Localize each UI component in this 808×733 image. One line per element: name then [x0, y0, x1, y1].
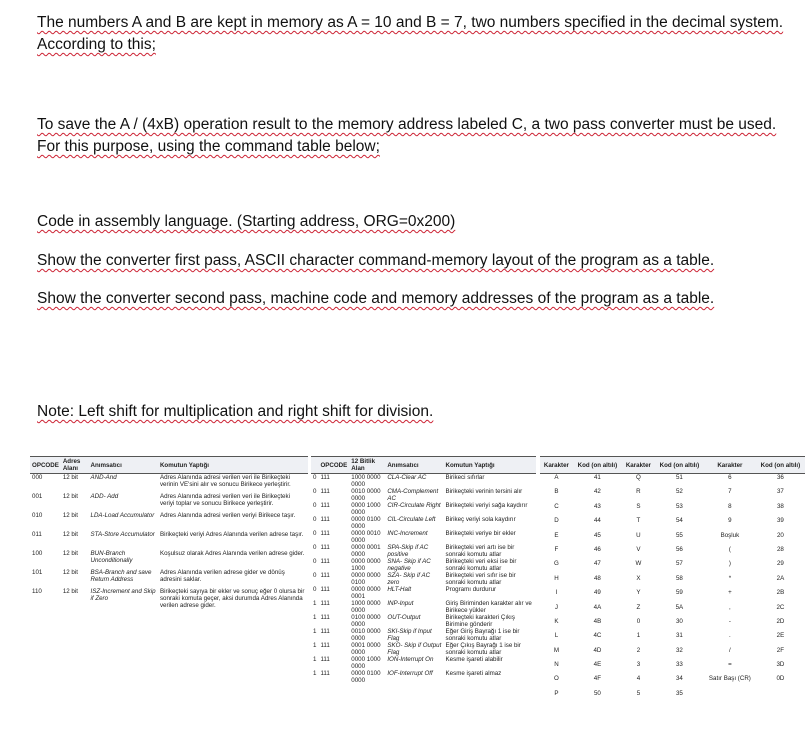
table-cell: 4A — [593, 603, 602, 611]
question-paragraph-1: The numbers A and B are kept in memory as A = 10 and B = 7, two numbers specified in the decimal system. According to this; — [37, 14, 784, 53]
table-cell: Kesme işareti almaz — [445, 670, 502, 677]
table-cell: 54 — [675, 517, 683, 525]
table2-header: Komutun Yaptığı — [444, 457, 536, 474]
table-cell: 010 — [32, 512, 43, 519]
table-row — [311, 670, 536, 684]
table-cell: 111 — [320, 600, 330, 607]
table-cell: Q — [636, 474, 641, 481]
table-cell: Giriş Biriminden karakter alır ve Birikece yükler — [445, 600, 532, 614]
table-cell: Birikeçteki veriye bir ekler — [445, 530, 516, 537]
table-cell: L — [554, 632, 559, 640]
table-cell: 2A — [776, 574, 785, 582]
table2-header: Anımsatıcı — [385, 457, 443, 474]
table-cell: T — [636, 517, 641, 525]
table-row — [311, 558, 536, 572]
table-cell: 111 — [320, 614, 330, 621]
table-cell: 12 bit — [62, 493, 78, 500]
table-row — [540, 632, 805, 646]
table-cell: 5A — [675, 603, 684, 611]
table-cell: J — [554, 603, 558, 611]
table-cell: CMA-Complement AC — [387, 488, 439, 502]
table-cell: INC-Increment — [387, 530, 428, 537]
table-cell: Birikeçteki veriyi Adres Alanında verilen adrese taşır. — [159, 531, 304, 538]
table-cell: 100 — [32, 550, 43, 557]
table-cell: 33 — [675, 661, 683, 669]
table-cell: D — [554, 517, 559, 525]
question-note: Note: Left shift for multiplication and right shift for division. — [37, 403, 434, 420]
table-cell: 12 bit — [62, 550, 78, 557]
table-cell: 0 — [313, 530, 317, 537]
table-cell: ( — [728, 545, 731, 553]
table-cell: ISZ-Increment and Skip if Zero — [90, 588, 156, 602]
table-cell: 0001 0000 0000 — [351, 642, 381, 656]
table-cell: Adres Alanında adresi verilen veriyi Birikece taşır. — [159, 512, 296, 519]
table-cell: 0D — [776, 675, 785, 683]
table-cell: 50 — [593, 689, 601, 697]
table-cell: 0000 0100 0000 — [351, 670, 381, 684]
table-cell: 4 — [636, 675, 641, 683]
table-cell: K — [554, 617, 559, 625]
table-cell: 12 bit — [62, 588, 78, 595]
table2-header: OPCODE — [318, 457, 349, 474]
table-cell: P — [554, 689, 559, 697]
table-row — [540, 661, 805, 675]
table-cell: 0 — [636, 617, 641, 625]
table-row — [311, 586, 536, 600]
table-cell: 49 — [593, 589, 601, 597]
table-cell: 57 — [675, 560, 683, 568]
table-row — [311, 656, 536, 670]
table-cell: INP-Input — [387, 600, 414, 607]
table-cell: R — [636, 488, 641, 496]
table-cell: 8 — [728, 502, 732, 510]
table-cell: Z — [636, 603, 641, 611]
table-cell: SZA- Skip if AC zero — [387, 572, 431, 586]
table-cell: 1 — [313, 600, 317, 607]
table-cell: 39 — [776, 517, 784, 525]
table-cell: 35 — [675, 689, 683, 697]
table-cell: M — [553, 646, 559, 654]
table-cell — [756, 690, 805, 704]
table-cell: 7 — [728, 488, 732, 496]
table-cell: SPA-Skip if AC positive — [387, 544, 429, 558]
table-cell: Kesme işareti alabilir — [445, 656, 503, 663]
table-cell: Eğer Giriş Bayrağı 1 ise bir sonraki komutu atlar — [445, 628, 520, 642]
table-cell: 0100 0000 0000 — [351, 614, 381, 628]
table-cell: N — [554, 661, 559, 669]
table-cell: U — [636, 531, 641, 539]
table-cell: 111 — [320, 530, 330, 537]
table-row — [540, 532, 805, 546]
table-cell: 111 — [320, 656, 330, 663]
table-cell: 55 — [675, 531, 683, 539]
table-row — [540, 474, 805, 489]
table-cell: 58 — [675, 574, 683, 582]
table-cell: 111 — [320, 474, 330, 481]
table-cell: A — [554, 474, 559, 481]
table-row — [311, 516, 536, 530]
table-cell: 31 — [675, 632, 683, 640]
table-row — [540, 575, 805, 589]
memory-reference-table — [30, 456, 308, 609]
table-row — [540, 488, 805, 502]
table-cell: 2 — [636, 646, 641, 654]
table3-header: Karakter — [622, 457, 655, 474]
question-paragraph-5: Show the converter second pass, machine code and memory addresses of the program as a table. — [37, 290, 715, 307]
table-cell: Adres Alanında adresi verilen veri ile Birikeçteki verinin VE'sini alır ve sonucu Birikece yerleştirir. — [159, 474, 291, 488]
table-cell: 9 — [728, 517, 732, 525]
table-cell: 1 — [313, 614, 317, 621]
table-cell: 45 — [593, 531, 601, 539]
table-row — [311, 544, 536, 558]
table-cell: 30 — [675, 617, 683, 625]
table-cell: Y — [636, 589, 641, 597]
table-cell: Birikeçteki veri eksi ise bir sonraki komutu atlar — [445, 558, 517, 572]
table-cell: 4B — [593, 617, 602, 625]
question-paragraph-3: Code in assembly language. (Starting address, ORG=0x200) — [37, 213, 456, 230]
table-cell: ION-Interrupt On — [387, 656, 434, 663]
table-cell: 51 — [675, 474, 683, 481]
table-cell: 34 — [675, 675, 683, 683]
table-cell: 41 — [593, 474, 601, 481]
table-row — [311, 502, 536, 516]
table-cell: Birikeçteki sayıya bir ekler ve sonuç eğer 0 olursa bir sonraki komuta geçer, aksi durumda Adres Alanında verilen adrese gider. — [159, 588, 305, 609]
table-cell: BSA-Branch and save Return Address — [90, 569, 152, 583]
table-cell: 0010 0000 0000 — [351, 628, 381, 642]
table1-header: Komutun Yaptığı — [158, 457, 308, 474]
table-cell: Adres Alanında adresi verilen veri ile Birikeçteki veriyi toplar ve sonucu Birikece yerleştirir. — [159, 493, 290, 507]
table-cell: 42 — [593, 488, 601, 496]
table-row — [311, 530, 536, 544]
table-cell: X — [636, 574, 641, 582]
table-cell: Programı durdurur — [445, 586, 497, 593]
question-paragraph-2: To save the A / (4xB) operation result to the memory address labeled C, a two pass converter must be used. For this purpose, using the command table below; — [37, 116, 777, 155]
table-cell: 47 — [593, 560, 601, 568]
table-cell: SNA- Skip if AC negative — [387, 558, 431, 572]
table-cell: Birikeçteki veriyi sağa kaydırır — [445, 502, 528, 509]
table-cell: 111 — [320, 572, 330, 579]
table1-header: Anımsatıcı — [89, 457, 158, 474]
table-cell: ADD- Add — [90, 493, 119, 500]
table-cell: 0000 0000 0100 — [351, 572, 381, 586]
table-cell: 20 — [776, 531, 784, 539]
table-cell: 111 — [320, 516, 330, 523]
table-cell: 0000 0000 1000 — [351, 558, 381, 572]
table-cell: 4D — [593, 646, 602, 654]
table-cell: 6 — [728, 474, 732, 481]
table-row — [540, 690, 805, 704]
table-cell: 1000 0000 0000 — [351, 600, 381, 614]
table-cell: 1 — [636, 632, 641, 640]
table2-header — [311, 457, 318, 474]
table-row — [311, 488, 536, 502]
table-cell: 0000 0010 0000 — [351, 530, 381, 544]
table-cell: CIL-Circulate Left — [387, 516, 436, 523]
table-row — [540, 647, 805, 661]
table-row — [311, 572, 536, 586]
table-cell: 1 — [313, 656, 317, 663]
table-cell: STA-Store Accumulator — [90, 531, 155, 538]
table-cell: Boşluk — [720, 531, 740, 539]
table-cell: 001 — [32, 493, 43, 500]
table-cell: 4F — [593, 675, 602, 683]
table-cell: 1 — [313, 670, 317, 677]
table-cell: SKO- Skip if Output Flag — [387, 642, 442, 656]
table-cell: 0 — [313, 516, 317, 523]
table-cell: 111 — [320, 502, 330, 509]
table-cell: Adres Alanında verilen adrese gider ve dönüş adresini saklar. — [159, 569, 285, 583]
table-cell: I — [555, 589, 558, 597]
table-cell: 52 — [675, 488, 683, 496]
table-cell: 5 — [636, 689, 641, 697]
table-cell: 1000 0000 0000 — [351, 474, 381, 488]
table-cell: 111 — [320, 642, 330, 649]
table-cell: 0 — [313, 572, 317, 579]
table-cell: 111 — [320, 488, 330, 495]
table-cell: B — [554, 488, 559, 496]
table-cell: 3 — [636, 661, 641, 669]
ascii-table — [540, 456, 805, 704]
table-row — [540, 618, 805, 632]
table-cell: 0 — [313, 474, 317, 481]
table-cell: 56 — [675, 545, 683, 553]
table-cell: Birikeçteki veri artı ise bir sonraki komutu atlar — [445, 544, 515, 558]
table-cell: , — [729, 603, 731, 611]
table3-header: Karakter — [704, 457, 756, 474]
table-cell: 111 — [320, 670, 330, 677]
table-cell: BUN-Branch Unconditionally — [90, 550, 133, 564]
table-cell: Eğer Çıkış Bayrağı 1 ise bir sonraki komutu atlar — [445, 642, 521, 656]
table-row — [30, 569, 308, 588]
table-cell: - — [728, 617, 731, 625]
table-cell: 37 — [776, 488, 784, 496]
table-cell: 3D — [776, 661, 785, 669]
table-row — [311, 474, 536, 489]
table-cell: 53 — [675, 502, 683, 510]
table-cell: Satır Başı (CR) — [708, 675, 751, 683]
table-cell: 0 — [313, 502, 317, 509]
table-row — [30, 550, 308, 569]
register-io-table — [311, 456, 536, 684]
table-cell: IOF-Interrupt Off — [387, 670, 433, 677]
table-cell: Birikeçteki veri sıfır ise bir sonraki komutu atlar — [445, 572, 516, 586]
table-cell: / — [729, 646, 731, 654]
table-row — [540, 560, 805, 574]
table-cell: AND-And — [90, 474, 117, 481]
table-cell: 36 — [776, 474, 784, 481]
table2-header: 12 Bitlik Alan — [349, 457, 385, 474]
table-cell: 43 — [593, 502, 601, 510]
table-cell: Birikeçteki verinin tersini alır — [445, 488, 523, 495]
table-cell: 1 — [313, 628, 317, 635]
question-paragraph-4: Show the converter first pass, ASCII character command-memory layout of the program as a table. — [37, 252, 715, 269]
table3-header: Karakter — [540, 457, 573, 474]
table3-header: Kod (on altılı) — [573, 457, 622, 474]
table-cell: Birikeç veriyi sola kaydırır — [445, 516, 516, 523]
table-cell: * — [728, 574, 732, 582]
table-cell: 2B — [776, 589, 785, 597]
table-cell: 110 — [32, 588, 42, 595]
table-row — [311, 614, 536, 628]
table-cell: HLT-Halt — [387, 586, 412, 593]
table-cell: 0000 0100 0000 — [351, 516, 381, 530]
table-cell: 4E — [593, 661, 602, 669]
table-cell: 111 — [320, 544, 330, 551]
table-cell: 101 — [32, 569, 43, 576]
table-cell: V — [636, 545, 641, 553]
table-row — [30, 474, 308, 494]
table-cell: C — [554, 502, 559, 510]
table-cell: LDA-Load Accumulator — [90, 512, 155, 519]
table-cell: 29 — [776, 560, 784, 568]
table-cell: W — [635, 560, 642, 568]
table-cell: E — [554, 531, 559, 539]
table-cell: 28 — [776, 545, 784, 553]
table-row — [30, 512, 308, 531]
table-cell: 111 — [320, 586, 330, 593]
table-cell: 0000 1000 0000 — [351, 502, 381, 516]
table-cell: O — [554, 675, 559, 683]
command-tables-image — [30, 456, 805, 733]
table-cell: 12 bit — [62, 512, 78, 519]
table-cell: . — [729, 632, 731, 640]
table-cell: 111 — [320, 558, 330, 565]
table-cell: ) — [728, 560, 731, 568]
table-row — [540, 503, 805, 517]
table-row — [540, 517, 805, 531]
table-cell: 2D — [776, 617, 785, 625]
table-row — [30, 531, 308, 550]
table-cell: 0010 0000 0000 — [351, 488, 381, 502]
table-cell: Koşulsuz olarak Adres Alanında verilen adrese gider. — [159, 550, 305, 557]
table-cell: Birikeçteki karakteri Çıkış Birimine gönderir — [445, 614, 515, 628]
table-cell: 0 — [313, 586, 317, 593]
table-cell: G — [554, 560, 559, 568]
table-cell: 000 — [32, 474, 43, 481]
table-cell — [704, 690, 756, 704]
table-cell: 0 — [313, 488, 317, 495]
table1-header: Adres Alanı — [61, 457, 89, 474]
table-cell: 0 — [313, 544, 317, 551]
table-row — [540, 604, 805, 618]
table-cell: 46 — [593, 545, 601, 553]
table-cell: S — [636, 502, 641, 510]
table-cell: 0000 0000 0001 — [351, 586, 381, 600]
table-row — [30, 493, 308, 512]
table-cell: SKI-Skip if Input Flag — [387, 628, 432, 642]
table-cell: 0000 1000 0000 — [351, 656, 381, 670]
table-cell: Birikeci sıfırlar — [445, 474, 485, 481]
table-cell: 0 — [313, 558, 317, 565]
table-cell: 1 — [313, 642, 317, 649]
table-row — [540, 546, 805, 560]
table-cell: 59 — [675, 589, 683, 597]
table-row — [540, 589, 805, 603]
table-cell: H — [554, 574, 559, 582]
table-cell: 32 — [675, 646, 683, 654]
table-cell: CLA-Clear AC — [387, 474, 427, 481]
table-row — [311, 642, 536, 656]
table-cell: F — [554, 545, 559, 553]
table-row — [540, 675, 805, 689]
table-cell: 12 bit — [62, 569, 78, 576]
table-cell: 2C — [776, 603, 785, 611]
table-cell: 011 — [32, 531, 42, 538]
table-cell: 4C — [593, 632, 602, 640]
table-cell: 48 — [593, 574, 601, 582]
table-cell: 0000 0001 0000 — [351, 544, 381, 558]
table-cell: 111 — [320, 628, 330, 635]
table-cell: 12 bit — [62, 531, 78, 538]
table-cell: OUT-Output — [387, 614, 421, 621]
table-cell: 44 — [593, 517, 601, 525]
table3-header: Kod (on altılı) — [756, 457, 805, 474]
table-cell: + — [728, 589, 732, 597]
table-cell: = — [728, 661, 732, 669]
table-row — [311, 600, 536, 614]
table3-header: Kod (on altılı) — [655, 457, 704, 474]
table-row — [30, 588, 308, 609]
table-cell: 38 — [776, 502, 784, 510]
table-cell: 12 bit — [62, 474, 78, 481]
table1-header: OPCODE — [30, 457, 61, 474]
table-cell: CIR-Circulate Right — [387, 502, 441, 509]
table-cell: 2E — [776, 632, 785, 640]
table-cell: 2F — [776, 646, 785, 654]
table-row — [311, 628, 536, 642]
